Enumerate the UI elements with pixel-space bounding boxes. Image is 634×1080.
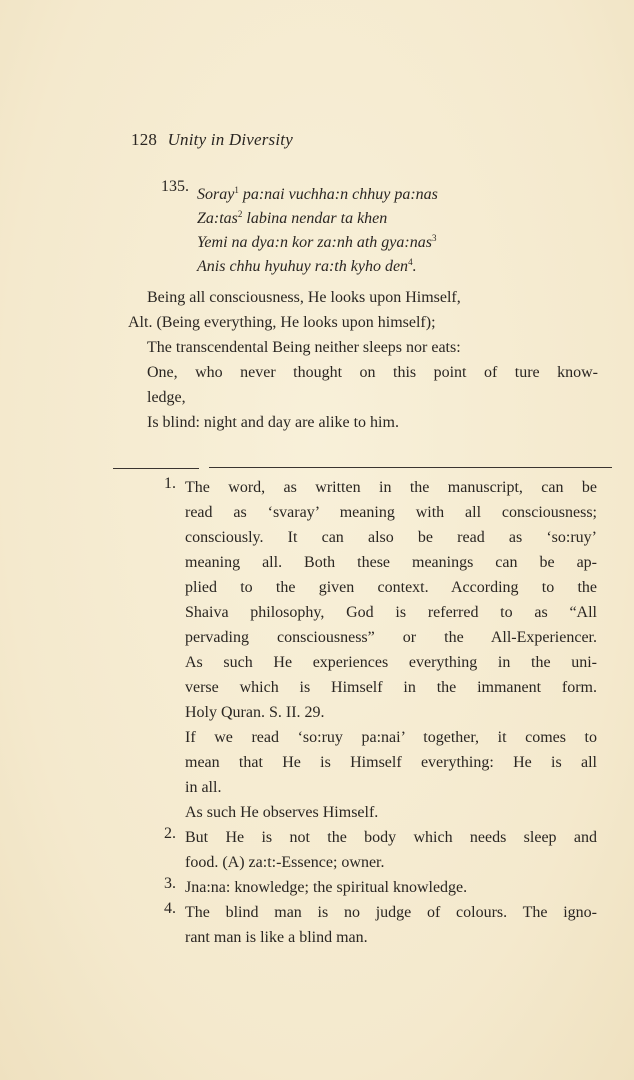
footnote-line: read as ‘svaray’ meaning with all consciousness; [185,504,597,521]
footnote-line: verse which is Himself in the immanent form. [185,679,597,696]
footnote-line: rant man is like a blind man. [185,929,368,946]
footnote-rule-right [209,467,612,468]
verse-text: Soray [197,186,235,203]
verse-text: Yemi na dya:n kor za:nh ath gya:nas [197,234,432,251]
translation-line: One, who never thought on this point of ture know- [147,364,598,381]
footnote-rule-left [113,468,199,469]
footnote-line: As such He observes Himself. [185,804,379,821]
footnotes [150,475,598,950]
verse-lines [197,178,517,274]
translation [128,285,598,435]
verse-text-rest: . [412,258,417,275]
footnote-line: mean that He is Himself everything: He is all [185,754,597,771]
footnote-line: Shaiva philosophy, God is referred to as “All [185,604,597,621]
footnote-line: Jna:na: knowledge; the spiritual knowledge. [185,879,468,896]
verse-line [197,250,517,274]
running-title: Unity in Diversity [167,130,293,149]
footnote-line: plied to the given context. According to the [185,579,597,596]
verse-line [197,202,517,226]
verse-text: Za:tas [197,210,238,227]
footnote-line: Holy Quran. S. II. 29. [185,704,325,721]
footnote-number: 3. [164,875,176,892]
page-number: 128 [131,130,158,149]
footnote-number: 4. [164,900,176,917]
footnote-line: food. (A) za:t:-Essence; owner. [185,854,385,871]
footnote [150,825,598,875]
translation-line: ledge, [147,389,186,406]
footnote-body [185,875,597,900]
footnote-number: 2. [164,825,176,842]
verse-line [197,178,517,202]
verse-number: 135. [161,178,189,195]
footnote-line: in all. [185,779,222,796]
verse-text-rest: labina nendar ta khen [242,210,388,227]
verse-line [197,226,517,250]
footnote [150,900,598,950]
translation-line: The transcendental Being neither sleeps nor eats: [147,339,461,356]
footnote-ref: 1 [234,185,239,195]
translation-line: Being all consciousness, He looks upon Himself, [147,289,461,306]
footnote-line: meaning all. Both these meanings can be ap- [185,554,597,571]
footnote-line: The blind man is no judge of colours. The igno- [185,904,597,921]
verse-text-rest: pa:nai vuchha:n chhuy pa:nas [238,186,438,203]
footnote-line: The word, as written in the manuscript, can be [185,479,597,496]
verse-text: Anis chhu hyuhuy ra:th kyho den [197,258,409,275]
footnote [150,475,598,825]
running-header [131,130,293,150]
footnote-body [185,825,597,875]
footnote-line: As such He experiences everything in the uni- [185,654,597,671]
footnote-body [185,475,597,825]
translation-line: Alt. (Being everything, He looks upon himself); [128,314,436,331]
footnote-ref: 2 [237,209,243,219]
footnote [150,875,598,900]
footnote-line: pervading consciousness” or the All-Experiencer. [185,629,597,646]
translation-line: Is blind: night and day are alike to him. [147,414,399,431]
footnote-body [185,900,597,950]
footnote-number: 1. [164,475,176,492]
footnote-ref: 3 [431,233,437,243]
footnote-line: consciously. It can also be read as ‘so:ruy’ [185,529,597,546]
footnote-ref: 4 [408,257,413,267]
footnote-line: But He is not the body which needs sleep and [185,829,597,846]
footnote-line: If we read ‘so:ruy pa:nai’ together, it comes to [185,729,597,746]
